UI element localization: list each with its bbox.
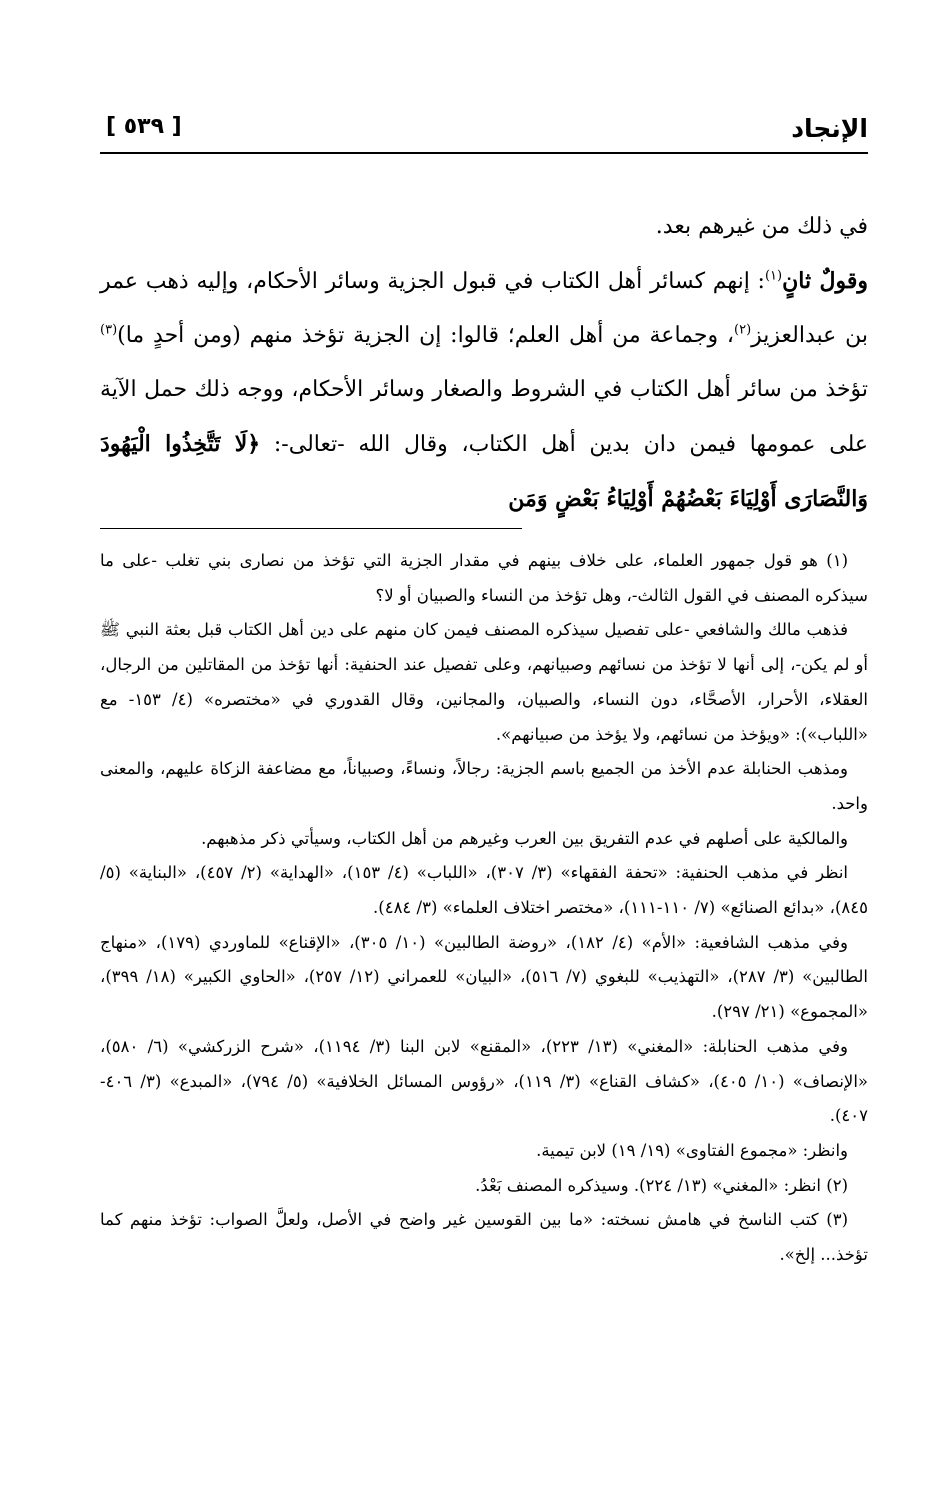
footnote-1-maliki: والمالكية على أصلهم في عدم التفريق بين العرب وغيرهم من أهل الكتاب، وسيأتي ذكر مذهبهم.: [201, 828, 848, 848]
second-opinion-lead: وقولٌ ثانٍ: [782, 268, 868, 294]
main-text: [100, 200, 868, 527]
footnote-ref-3: (٣): [100, 322, 118, 338]
footnote-1-maliki-shafii: فذهب مالك والشافعي -على تفصيل سيذكره المصنف فيمن كان منهم على دين أهل الكتاب قبل بعثة النبي ﷺ أو لم يكن-، إلى أنها لا تؤخذ من نسائهم وصبيانهم، وعلى تفصيل عند الحنفية: أنها تؤخذ من المقاتلين من الرجال، العقلاء، الأحرار، الأصحَّاء، دون النساء، والصبيان، والمجانين، وقال القدوري في «مختصره» (٤/ ١٥٣- مع «اللباب»): «ويؤخذ من نسائهم، ولا يؤخذ من صبيانهم».: [100, 620, 868, 744]
paragraph-continuation: في ذلك من غيرهم بعد.: [655, 214, 868, 239]
footnote-1-hanafi-refs: انظر في مذهب الحنفية: «تحفة الفقهاء» (٣/ ٣٠٧)، «اللباب» (٤/ ١٥٣)، «الهداية» (٢/ ٤٥٧)، «البناية» (٥/ ٨٤٥)، «بدائع الصنائع» (٧/ ١١٠-١١١)، «مختصر اختلاف العلماء» (٣/ ٤٨٤).: [100, 863, 868, 918]
footnote-1: (١) هو قول جمهور العلماء، على خلاف بينهم في مقدار الجزية التي تؤخذ من نصارى بني تغلب -على ما سيذكره المصنف في القول الثالث-، وهل تؤخذ من النساء والصبيان أو لا؟: [100, 551, 868, 605]
footnote-3: (٣) كتب الناسخ في هامش نسخته: «ما بين القوسين غير واضح في الأصل، ولعلَّ الصواب: تؤخذ منهم كما تؤخذ... إلخ».: [100, 1210, 868, 1265]
footnote-ref-2: (٢): [734, 322, 752, 338]
footnote-separator: [100, 528, 522, 529]
quran-verse: ﴿لَا تَتَّخِذُوا الْيَهُودَ وَالنَّصَارَى أَوْلِيَاءَ بَعْضُهُمْ أَوْلِيَاءُ بَعْضٍ وَمَن: [100, 431, 868, 512]
footnote-1-fatawa-ref: وانظر: «مجموع الفتاوى» (١٩/ ١٩) لابن تيمية.: [536, 1140, 848, 1160]
footnote-1-shafii-refs: وفي مذهب الشافعية: «الأم» (٤/ ١٨٢)، «روضة الطالبين» (١٠/ ٣٠٥)، «الإقناع» للماوردي (١٧٩)، «منهاج الطالبين» (٣/ ٢٨٧)، «التهذيب» للبغوي (٧/ ٥١٦)، «البيان» للعمراني (١٢/ ٢٥٧)، «الحاوي الكبير» (١٨/ ٣٩٩)، «المجموع» (٢١/ ٢٩٧).: [100, 932, 868, 1022]
footnote-ref-1: (١): [764, 268, 783, 284]
page-number: [ ٥٣٩ ]: [106, 114, 182, 139]
paragraph-second-opinion: [100, 254, 868, 527]
running-header: [100, 108, 868, 154]
second-opinion-text-c: تؤخذ من سائر أهل الكتاب في الشروط والصغار وسائر الأحكام، ووجه ذلك حمل الآية على عمومها فيمن دان بدين أهل الكتاب، وقال الله -تعالى-:: [100, 377, 869, 457]
second-opinion-text-b: ، وجماعة من أهل العلم؛ قالوا: إن الجزية تؤخذ منهم (ومن أحدٍ ما): [117, 323, 735, 348]
footnotes-section: [100, 544, 868, 1273]
footnote-1-hanbali: ومذهب الحنابلة عدم الأخذ من الجميع باسم الجزية: رجالاً، ونساءً، وصبياناً، مع مضاعفة الزكاة عليهم، والمعنى واحد.: [100, 759, 868, 813]
footnote-2: (٢) انظر: «المغني» (١٣/ ٢٢٤). وسيذكره المصنف بَعْدُ.: [475, 1175, 848, 1195]
footnote-1-hanbali-refs: وفي مذهب الحنابلة: «المغني» (١٣/ ٢٢٣)، «المقنع» لابن البنا (٣/ ١١٩٤)، «شرح الزركشي» (٦/ ٥٨٠)، «الإنصاف» (١٠/ ٤٠٥)، «كشاف القناع» (٣/ ١١٩)، «رؤوس المسائل الخلافية» (٥/ ٧٩٤)، «المبدع» (٣/ ٤٠٦- ٤٠٧).: [100, 1036, 869, 1126]
running-title: الإنجاد: [791, 114, 868, 143]
second-opinion-text-a: : إنهم كسائر أهل الكتاب في قبول الجزية وسائر الأحكام، وإليه ذهب عمر بن عبدالعزيز: [100, 269, 868, 348]
